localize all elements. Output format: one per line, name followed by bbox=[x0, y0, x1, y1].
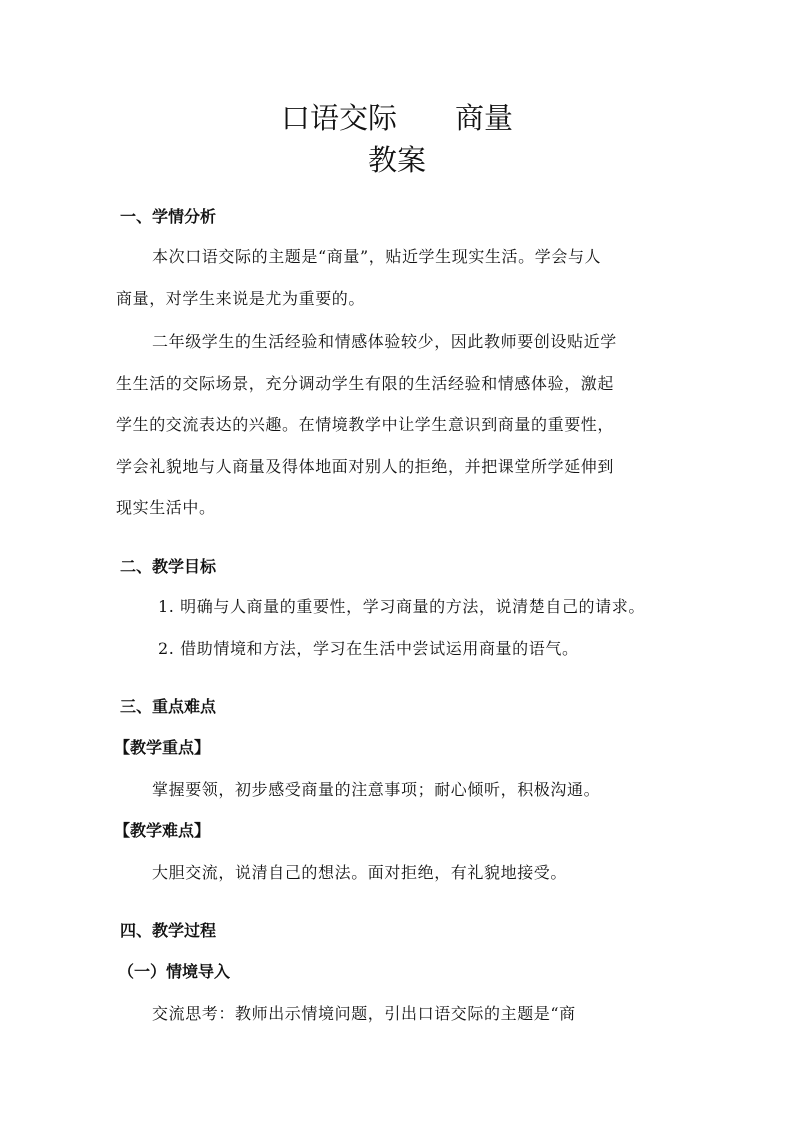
objective-item-2: 2. 借助情境和方法，学习在生活中尝试运用商量的语气。 bbox=[158, 639, 579, 658]
section-heading-1: 一、学情分析 bbox=[120, 207, 217, 226]
paragraph-line: 学生的交流表达的兴趣。在情境教学中让学生意识到商量的重要性， bbox=[116, 415, 615, 434]
section-heading-2: 二、教学目标 bbox=[120, 557, 217, 576]
objective-item-1: 1. 明确与人商量的重要性，学习商量的方法，说清楚自己的请求。 bbox=[158, 597, 645, 616]
paragraph-line: 本次口语交际的主题是“商量”，贴近学生现实生活。学会与人 bbox=[152, 247, 602, 266]
key-point-label: 【教学重点】 bbox=[114, 738, 211, 757]
key-point-text: 掌握要领，初步感受商量的注意事项；耐心倾听，积极沟通。 bbox=[152, 780, 601, 799]
difficulty-label: 【教学难点】 bbox=[114, 821, 211, 840]
document-title: 口语交际 商量 bbox=[280, 101, 513, 135]
subsection-heading: （一）情境导入 bbox=[118, 962, 231, 981]
paragraph-line: 学会礼貌地与人商量及得体地面对别人的拒绝，并把课堂所学延伸到 bbox=[116, 457, 615, 476]
subsection-text: 交流思考：教师出示情境问题，引出口语交际的主题是“商 bbox=[152, 1004, 576, 1023]
document-subtitle: 教案 bbox=[367, 143, 426, 177]
section-heading-4: 四、教学过程 bbox=[120, 921, 217, 940]
section-heading-3: 三、重点难点 bbox=[120, 697, 217, 716]
paragraph-line: 现实生活中。 bbox=[116, 498, 216, 517]
paragraph-line: 二年级学生的生活经验和情感体验较少，因此教师要创设贴近学 bbox=[152, 332, 617, 351]
paragraph-line: 生生活的交际场景，充分调动学生有限的生活经验和情感体验，激起 bbox=[116, 374, 615, 393]
difficulty-text: 大胆交流，说清自己的想法。面对拒绝，有礼貌地接受。 bbox=[152, 863, 568, 882]
paragraph-line: 商量，对学生来说是尤为重要的。 bbox=[116, 289, 366, 308]
